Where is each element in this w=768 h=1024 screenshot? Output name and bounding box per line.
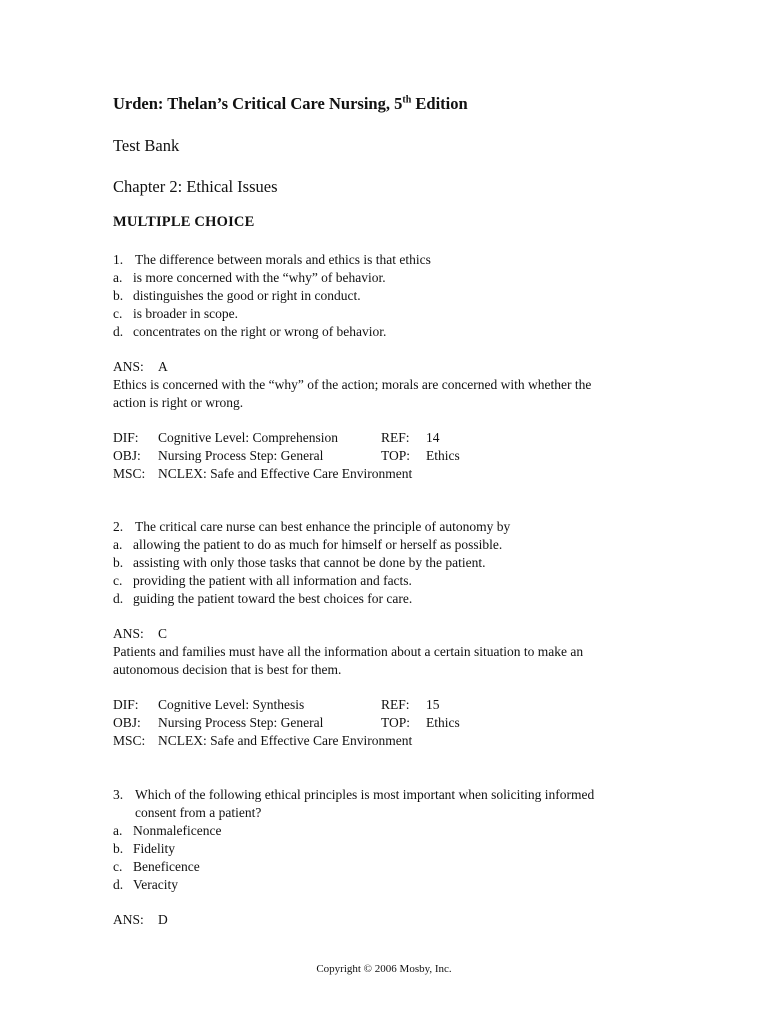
option-c: c. Beneficence: [113, 859, 200, 874]
rationale-line: Ethics is concerned with the “why” of the action; morals are concerned with whether the: [113, 377, 592, 392]
option-d: d. Veracity: [113, 877, 178, 892]
answer: ANS: D: [113, 912, 168, 927]
question-3: [113, 786, 673, 929]
rationale-line: Patients and families must have all the information about a certain situation to make an: [113, 644, 584, 659]
meta-obj: OBJ: Nursing Process Step: General TOP: Ethics: [113, 715, 460, 730]
answer: ANS: A: [113, 359, 168, 374]
meta-msc: MSC: NCLEX: Safe and Effective Care Environment: [113, 733, 413, 748]
meta-obj: OBJ: Nursing Process Step: General TOP: Ethics: [113, 448, 460, 463]
section-heading: MULTIPLE CHOICE: [113, 214, 255, 230]
meta-msc: MSC: NCLEX: Safe and Effective Care Environment: [113, 466, 413, 481]
question-stem: 3. Which of the following ethical principles is most important when soliciting informed: [113, 787, 595, 802]
question-stem: 1. The difference between morals and ethics is that ethics: [113, 252, 431, 267]
chapter-heading: Chapter 2: Ethical Issues: [113, 177, 278, 196]
option-b: b. distinguishes the good or right in conduct.: [113, 288, 361, 303]
option-a: a. allowing the patient to do as much for himself or herself as possible.: [113, 537, 503, 552]
question-stem: 2. The critical care nurse can best enhance the principle of autonomy by: [113, 519, 511, 534]
question-1: [113, 251, 673, 483]
option-c: c. providing the patient with all information and facts.: [113, 573, 412, 588]
answer: ANS: C: [113, 626, 168, 641]
option-a: a. is more concerned with the “why” of behavior.: [113, 270, 386, 285]
document-subtitle: Test Bank: [113, 136, 180, 155]
copyright-footer: Copyright © 2006 Mosby, Inc.: [316, 963, 452, 975]
option-d: d. guiding the patient toward the best choices for care.: [113, 591, 413, 606]
option-d: d. concentrates on the right or wrong of behavior.: [113, 324, 387, 339]
rationale-line: autonomous decision that is best for them.: [113, 662, 342, 677]
option-b: b. Fidelity: [113, 841, 176, 856]
document-title: Urden: Thelan’s Critical Care Nursing, 5th Edition: [113, 94, 468, 113]
meta-dif: DIF: Cognitive Level: Comprehension REF: 14: [113, 430, 440, 445]
question-stem-continued: consent from a patient?: [135, 805, 262, 820]
rationale-line: action is right or wrong.: [113, 395, 244, 410]
option-b: b. assisting with only those tasks that cannot be done by the patient.: [113, 555, 486, 570]
question-2: [113, 518, 673, 750]
meta-dif: DIF: Cognitive Level: Synthesis REF: 15: [113, 697, 440, 712]
option-a: a. Nonmaleficence: [113, 823, 222, 838]
option-c: c. is broader in scope.: [113, 306, 238, 321]
